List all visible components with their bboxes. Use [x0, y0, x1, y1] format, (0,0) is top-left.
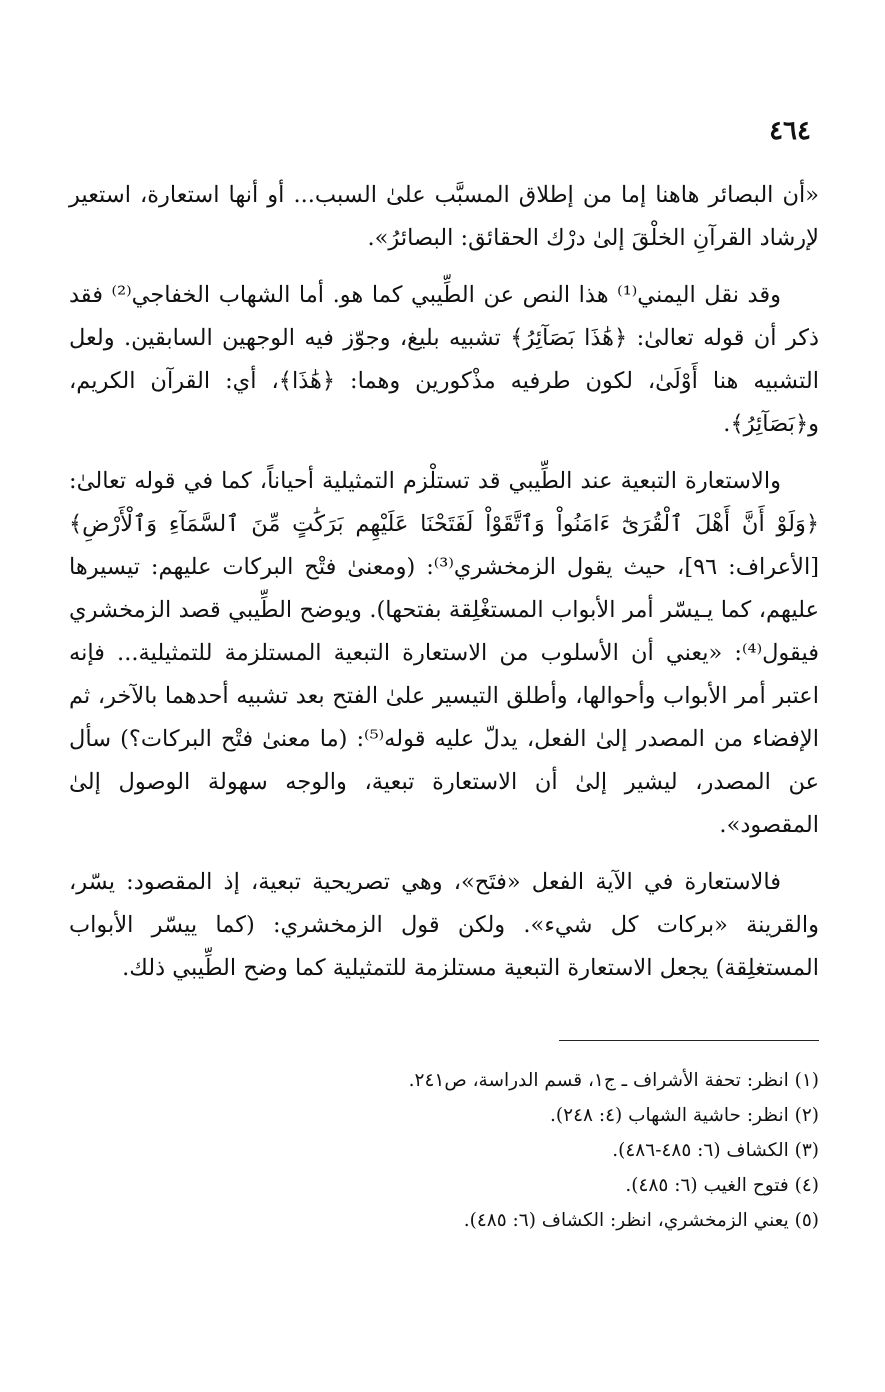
main-text [69, 174, 819, 1004]
footnotes [69, 1063, 819, 1238]
footnote-5: (٥) يعني الزمخشري، انظر: الكشاف (٦: ٤٨٥). [463, 1210, 819, 1231]
page-number: ٤٦٤ [769, 116, 811, 146]
paragraph-conclusion: فالاستعارة في الآية الفعل «فتَح»، وهي تصريحية تبعية، إذ المقصود: يسّر، والقرينة «بركات كل شيء». ولكن قول الزمخشري: (كما ييسّر الأبواب المستغلِقة) يجعل الاستعارة التبعية مستلزمة للتمثيلية كما وضح الطِّيبي ذلك. [69, 869, 819, 981]
footnote-separator [559, 1040, 819, 1041]
footnote-3: (٣) الكشاف (٦: ٤٨٥-٤٨٦). [612, 1140, 819, 1161]
paragraph-yemeni: وقد نقل اليمني⁽¹⁾ هذا النص عن الطِّيبي كما هو. أما الشهاب الخفاجي⁽²⁾ فقد ذكر أن قوله تعالىٰ: ﴿هَٰذَا بَصَآئِرُ﴾ تشبيه بليغ، وجوّز فيه الوجهين السابقين. ولعل التشبيه هنا أَوْلَىٰ، لكون طرفيه مذْكورين وهما: ﴿هَٰذَا﴾، أي: القرآن الكريم، و﴿بَصَآئِرُ﴾. [69, 282, 819, 437]
footnote-2: (٢) انظر: حاشية الشهاب (٤: ٢٤٨). [550, 1105, 819, 1126]
paragraph-istiara: والاستعارة التبعية عند الطِّيبي قد تستلْزم التمثيلية أحياناً، كما في قوله تعالىٰ: ﴿وَلَوْ أَنَّ أَهْلَ ٱلْقُرَىٰٓ ءَامَنُواْ وَٱتَّقَوْاْ لَفَتَحْنَا عَلَيْهِم بَرَكَٰتٍ مِّنَ ٱلسَّمَآءِ وَٱلْأَرْضِ﴾ [الأعراف: ٩٦]، حيث يقول الزمخشري⁽³⁾: (ومعنىٰ فتْح البركات عليهم: تيسيرها عليهم، كما يـيسّر أمر الأبواب المستغْلِقة بفتحها). ويوضح الطِّيبي قصد الزمخشري فيقول⁽⁴⁾: «يعني أن الأسلوب من الاستعارة التبعية المستلزمة للتمثيلية... فإنه اعتبر أمر الأبواب وأحوالها، وأطلق التيسير علىٰ الفتح بعد تشبيه أحدهما بالآخر، ثم الإفضاء من المصدر إلىٰ الفعل، يدلّ عليه قوله⁽⁵⁾: (ما معنىٰ فتْح البركات؟) سأل عن المصدر، ليشير إلىٰ أن الاستعارة تبعية، والوجه سهولة الوصول إلىٰ المقصود». [69, 468, 819, 838]
paragraph-quote: «أن البصائر هاهنا إما من إطلاق المسبَّب علىٰ السبب... أو أنها استعارة، استعير لإرشاد القرآنِ الخلْقَ إلىٰ درْك الحقائق: البصائرُ». [69, 182, 819, 251]
footnote-1: (١) انظر: تحفة الأشراف ـ ج١، قسم الدراسة، ص٢٤١. [408, 1070, 819, 1091]
footnote-4: (٤) فتوح الغيب (٦: ٤٨٥). [625, 1175, 819, 1196]
